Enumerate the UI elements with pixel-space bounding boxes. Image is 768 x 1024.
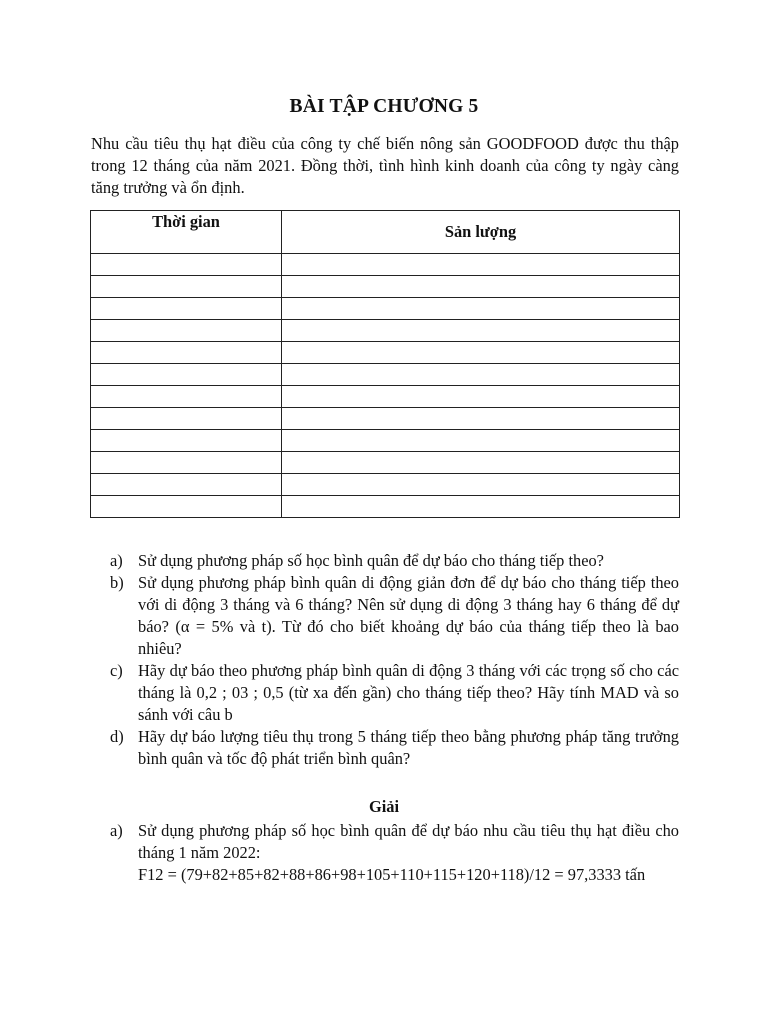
question-marker: b) xyxy=(110,573,124,592)
table-row xyxy=(91,452,680,474)
table-cell-quantity xyxy=(282,408,680,430)
question-item xyxy=(110,660,679,726)
table-header-row xyxy=(91,211,680,254)
table-cell-quantity xyxy=(282,276,680,298)
table-cell-time xyxy=(91,342,282,364)
column-header-quantity: Sản lượng xyxy=(282,211,680,254)
table-body xyxy=(91,254,680,518)
table-row xyxy=(91,320,680,342)
column-header-time: Thời gian xyxy=(91,211,282,254)
table-cell-quantity xyxy=(282,254,680,276)
page-title: BÀI TẬP CHƯƠNG 5 xyxy=(289,96,479,117)
table-cell-time xyxy=(91,364,282,386)
table-cell-quantity xyxy=(282,320,680,342)
table-cell-time xyxy=(91,276,282,298)
table-cell-quantity xyxy=(282,452,680,474)
table-cell-quantity xyxy=(282,496,680,518)
table-cell-time xyxy=(91,320,282,342)
table-cell-time xyxy=(91,474,282,496)
question-item xyxy=(110,550,679,572)
solution-formula: F12 = (79+82+85+82+88+86+98+105+110+115+120+118)/12 = 97,3333 tấn xyxy=(138,865,646,884)
table-cell-quantity xyxy=(282,342,680,364)
question-marker: c) xyxy=(110,661,123,680)
table-cell-quantity xyxy=(282,430,680,452)
question-item xyxy=(110,572,679,660)
question-text: Sử dụng phương pháp bình quân di động giản đơn để dự báo cho tháng tiếp theo với di động 3 tháng và 6 tháng? Nên sử dụng di động 3 tháng hay 6 tháng để dự báo? (α = 5% và t). Từ đó cho biết khoảng dự báo của tháng tiếp theo là bao nhiêu? xyxy=(138,573,679,658)
table-row xyxy=(91,386,680,408)
table-cell-quantity xyxy=(282,386,680,408)
table-row xyxy=(91,254,680,276)
table-cell-time xyxy=(91,386,282,408)
table-row xyxy=(91,364,680,386)
table-row xyxy=(91,496,680,518)
table-cell-time xyxy=(91,452,282,474)
question-item xyxy=(110,726,679,770)
solution-heading: Giải xyxy=(368,797,400,816)
table-row xyxy=(91,276,680,298)
data-table xyxy=(90,210,680,518)
question-marker: a) xyxy=(110,551,123,570)
table-cell-time xyxy=(91,496,282,518)
table-row xyxy=(91,430,680,452)
question-text: Hãy dự báo lượng tiêu thụ trong 5 tháng tiếp theo bằng phương pháp tăng trưởng bình quân và tốc độ phát triển bình quân? xyxy=(138,727,679,768)
table-row xyxy=(91,474,680,496)
solution-text: Sử dụng phương pháp số học bình quân để dự báo nhu cầu tiêu thụ hạt điều cho tháng 1 năm 2022: xyxy=(138,821,679,862)
table-row xyxy=(91,408,680,430)
table-cell-time xyxy=(91,408,282,430)
table-cell-time xyxy=(91,298,282,320)
table-row xyxy=(91,342,680,364)
intro-paragraph: Nhu cầu tiêu thụ hạt điều của công ty chế biến nông sản GOODFOOD được thu thập trong 12 tháng của năm 2021. Đồng thời, tình hình kinh doanh của công ty ngày càng tăng trưởng và ổn định. xyxy=(91,134,679,197)
question-text: Sử dụng phương pháp số học bình quân để dự báo cho tháng tiếp theo? xyxy=(138,551,604,570)
table-cell-quantity xyxy=(282,474,680,496)
solution-item xyxy=(110,820,679,864)
question-marker: d) xyxy=(110,727,124,746)
table-cell-time xyxy=(91,430,282,452)
table-cell-time xyxy=(91,254,282,276)
solution-section xyxy=(110,820,679,886)
table-cell-quantity xyxy=(282,364,680,386)
solution-marker: a) xyxy=(110,821,123,840)
question-list xyxy=(110,550,679,770)
table-row xyxy=(91,298,680,320)
table-cell-quantity xyxy=(282,298,680,320)
question-text: Hãy dự báo theo phương pháp bình quân di động 3 tháng với các trọng số cho các tháng là 0,2 ; 03 ; 0,5 (từ xa đến gần) cho tháng tiếp theo? Hãy tính MAD và so sánh với câu b xyxy=(138,661,679,724)
